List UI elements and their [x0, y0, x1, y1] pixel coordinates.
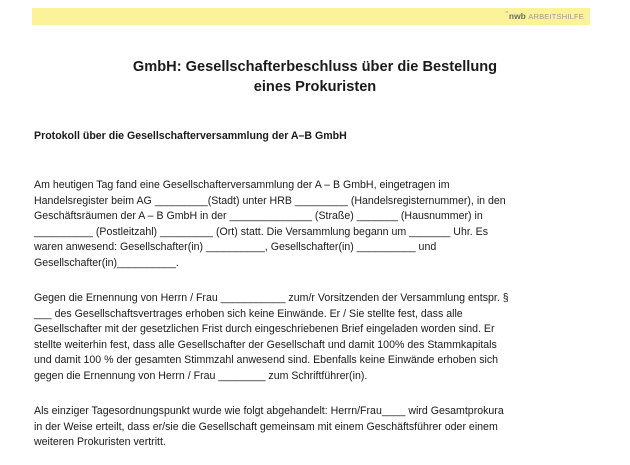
paragraph-chair-appointment — [34, 291, 599, 384]
text-line: ___ des Gesellschaftsvertrages erhoben sich keine Einwände. Er / Sie stellte fest, dass alle — [34, 307, 463, 320]
text-line: Gegen die Ernennung von Herrn / Frau ___________ zum/r Vorsitzenden der Versammlung entspr. § — [34, 292, 509, 304]
text-line: Gesellschafter mit der gesetzlichen Frist durch eingeschriebenen Brief eingeladen worden sind. Er — [34, 323, 495, 335]
brand-logo — [505, 11, 584, 23]
paragraph-agenda-item — [34, 404, 599, 451]
text-line: Gesellschafter(in)__________. — [34, 256, 179, 269]
brand-subtitle: ARBEITSHILFE — [528, 12, 584, 21]
document-title-line-2: eines Prokuristen — [253, 79, 377, 95]
text-line: Als einziger Tagesordnungspunkt wurde wie folgt abgehandelt: Herrn/Frau____ wird Gesamtprokura — [34, 405, 504, 417]
text-line: Handelsregister beim AG _________(Stadt) unter HRB _________ (Handelsregisternummer), in den — [34, 194, 506, 207]
brand-name: nwb — [508, 11, 526, 21]
text-line: gegen die Ernennung von Herrn / Frau ________ zum Schriftführer(in). — [34, 369, 368, 382]
protocol-heading: Protokoll über die Gesellschafterversammlung der A–B GmbH — [34, 130, 347, 142]
text-line: weiteren Prokuristen vertritt. — [34, 436, 166, 448]
text-line: Am heutigen Tag fand eine Gesellschafterversammlung der A – B GmbH, eingetragen im — [34, 179, 450, 191]
text-line: Geschäftsräumen der A – B GmbH in der ______________ (Straße) _______ (Hausnummer) in — [34, 210, 483, 222]
text-line: __________ (Postleitzahl) _________ (Ort) statt. Die Versammlung begann um _______ Uhr. Es — [34, 225, 489, 238]
header-bar — [32, 8, 590, 25]
text-line: stellte weiterhin fest, dass alle Gesellschafter der Gesellschaft und damit 100% des Stammkapitals — [34, 338, 497, 351]
document-title-line-1: GmbH: Gesellschafterbeschluss über die Bestellung — [132, 59, 498, 75]
document-title — [0, 57, 630, 97]
brand-mark: ″ — [505, 11, 508, 18]
text-line: und damit 100 % der gesamten Stimmzahl anwesend sind. Ebenfalls keine Einwände erhoben sich — [34, 354, 499, 366]
text-line: waren anwesend: Gesellschafter(in) __________, Gesellschafter(in) __________ und — [34, 241, 437, 253]
paragraph-meeting-details — [34, 178, 599, 271]
text-line: in der Weise erteilt, dass er/sie die Gesellschaft gemeinsam mit einem Geschäftsführer oder einem — [34, 420, 498, 433]
